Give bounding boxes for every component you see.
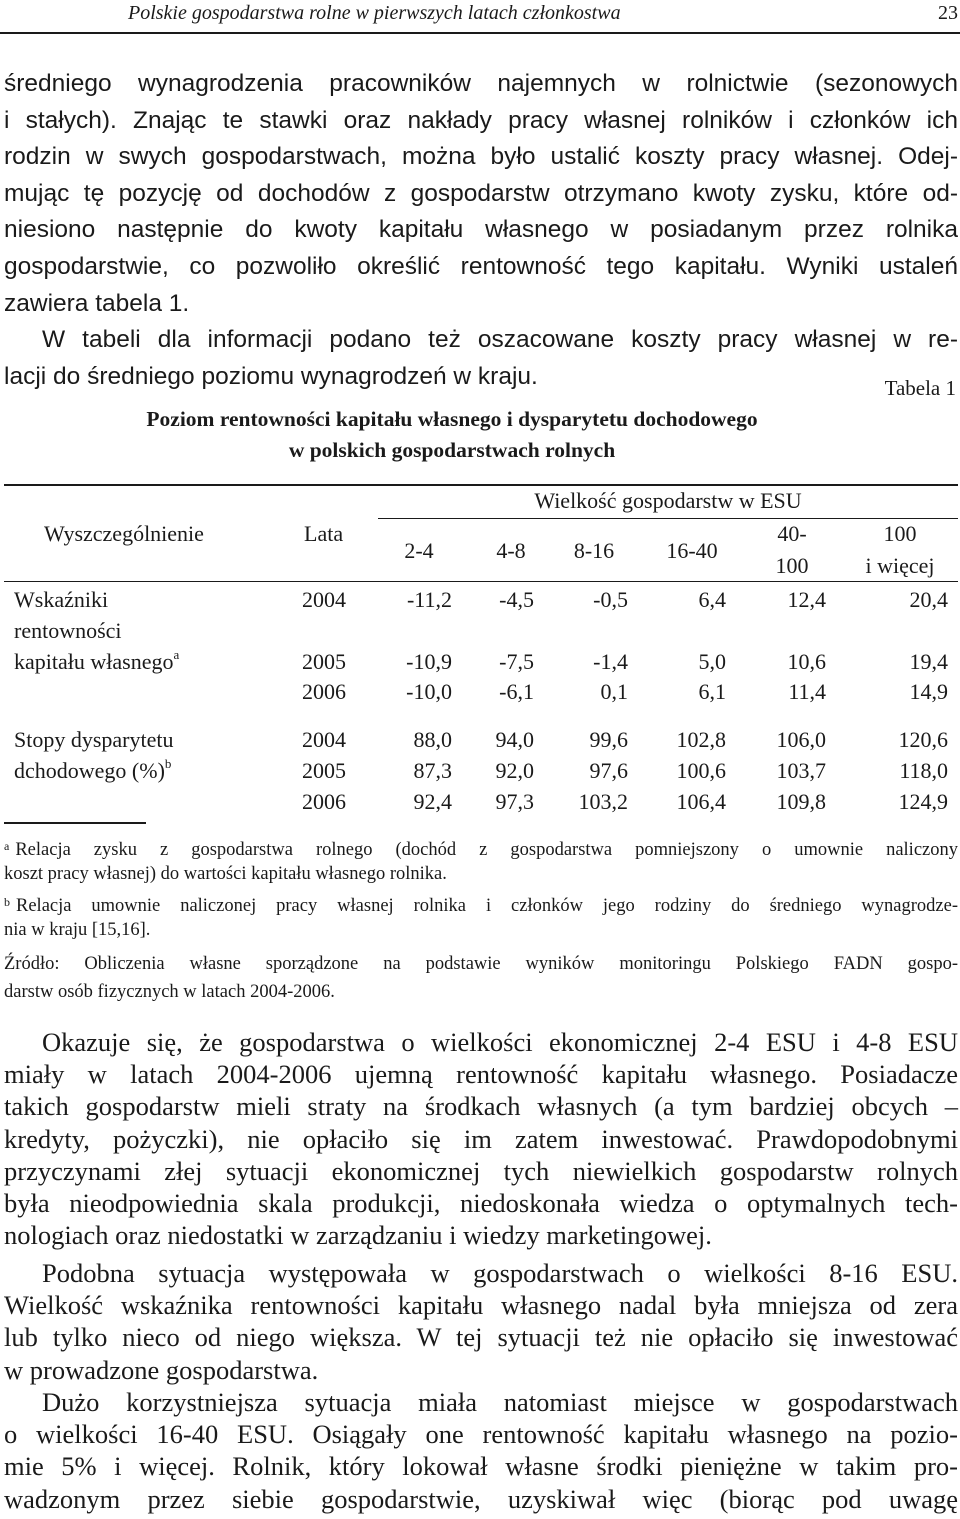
running-head bbox=[0, 0, 960, 34]
table-cell: -4,5 bbox=[499, 587, 534, 612]
footnote-a bbox=[4, 832, 958, 860]
table-cell: 118,0 bbox=[899, 758, 948, 783]
col-header-size: 8-16 bbox=[573, 538, 615, 563]
table-cell: 92,4 bbox=[413, 789, 452, 814]
footnote-mark: a bbox=[4, 839, 10, 853]
table-cell: 12,4 bbox=[787, 587, 826, 612]
text-line: była nieodpowiednia skala produkcji, niedoskonała wiedza o optymalnych tech- bbox=[4, 1187, 958, 1218]
intro-paragraph bbox=[4, 66, 958, 395]
footnote-text: Relacja umownie naliczonej pracy własnej rolnika i członków jego rodziny do średniego wynagrodze- bbox=[16, 896, 958, 916]
col-header-size: i więcej bbox=[865, 553, 935, 578]
col-header-size: 16-40 bbox=[666, 538, 718, 563]
text-line: kredyty, pożyczki), nie opłaciło się im zatem inwestować. Prawdopodobnymi bbox=[4, 1123, 958, 1154]
table-row-year: 2005 bbox=[302, 758, 346, 783]
text-line: miały w latach 2004-2006 ujemną rentowność kapitału własnego. Posiadacze bbox=[4, 1059, 958, 1090]
table-cell: 10,6 bbox=[787, 649, 826, 674]
table-cell: 88,0 bbox=[413, 727, 452, 752]
table-row-year: 2004 bbox=[302, 727, 346, 752]
text-line: niesiono następnie do kwoty kapitału własnego w posiadanym przez rolnika bbox=[4, 216, 958, 244]
text-line: takich gospodarstw mieli straty na środkach własnych (a tym bardziej obcych – bbox=[4, 1091, 958, 1122]
table-row-year: 2004 bbox=[302, 587, 346, 612]
body-paragraph bbox=[4, 1026, 958, 1251]
text-line: w prowadzone gospodarstwa. bbox=[4, 1354, 319, 1385]
text-line: mie 5% i więcej. Rolnik, który lokował własne środki pieniężne w takim pro- bbox=[4, 1451, 958, 1482]
row-group-label: rentowności bbox=[14, 618, 122, 643]
table-cell: 103,7 bbox=[776, 758, 826, 783]
table-cell: -10,9 bbox=[406, 649, 452, 674]
col-header-spec: Wyszczególnienie bbox=[44, 521, 204, 546]
running-title: Polskie gospodarstwa rolne w pierwszych latach członkostwa bbox=[128, 2, 621, 24]
footnote-a-cont: koszt pracy własnej) do wartości kapitału własnego rolnika. bbox=[4, 864, 447, 884]
col-header-size: 4-8 bbox=[496, 538, 526, 563]
text-line: gospodarstwie, co pozwoliło określić rentowność tego kapitału. Wyniki ustaleń bbox=[4, 252, 958, 280]
table-group-rule bbox=[378, 518, 958, 519]
text-line: wadzonym przez siebie gospodarstwie, uzyskiwał więc (biorąc pod uwagę bbox=[4, 1483, 958, 1514]
table-cell: -6,1 bbox=[499, 679, 534, 704]
col-header-size: 100 bbox=[775, 553, 809, 578]
footnote-rule bbox=[4, 822, 146, 824]
table-label: Tabela 1 bbox=[884, 376, 956, 400]
table-cell: 6,4 bbox=[698, 587, 726, 612]
table-cell: 99,6 bbox=[589, 727, 628, 752]
footnote-b-cont: nia w kraju [15,16]. bbox=[4, 920, 151, 940]
text-line: lub tylko nieco od niego większa. W tej sytuacji też nie opłaciło się inwestować bbox=[4, 1322, 958, 1353]
text-line: rodzin w swych gospodarstwach, można było ustalić koszty pracy własnej. Odej- bbox=[4, 143, 958, 171]
text-line: Dużo korzystniejsza sytuacja miała natomiast miejsce w gospodarstwach bbox=[42, 1387, 958, 1417]
text-line: Podobna sytuacja występowała w gospodarstwach o wielkości 8-16 ESU. bbox=[42, 1258, 958, 1288]
row-group-label: Stopy dysparytetu bbox=[14, 727, 174, 752]
table-cell: -11,2 bbox=[406, 587, 452, 612]
table-footnotes bbox=[4, 832, 958, 944]
table-cell: 109,8 bbox=[776, 789, 826, 814]
table-cell: 20,4 bbox=[909, 587, 948, 612]
table-cell: -10,0 bbox=[406, 679, 452, 704]
table-cell: 103,2 bbox=[578, 789, 628, 814]
table-cell: 92,0 bbox=[495, 758, 534, 783]
text-line: zawiera tabela 1. bbox=[4, 289, 190, 317]
table-cell: 11,4 bbox=[788, 679, 826, 704]
table-cell: 94,0 bbox=[495, 727, 534, 752]
table-cell: 106,4 bbox=[676, 789, 726, 814]
text-line: lacji do średniego poziomu wynagrodzeń w kraju. bbox=[4, 362, 538, 390]
source-line: darstw osób fizycznych w latach 2004-2006. bbox=[4, 982, 335, 1002]
table-cell: 97,3 bbox=[495, 789, 534, 814]
body-paragraph bbox=[4, 1386, 958, 1515]
body-paragraph bbox=[4, 1257, 958, 1386]
text-line: przyczynami złej sytuacji ekonomicznej tych niewielkich gospodarstw rolnych bbox=[4, 1155, 958, 1186]
table-title bbox=[0, 404, 960, 466]
table-row-year: 2005 bbox=[302, 649, 346, 674]
footnote-b bbox=[4, 888, 958, 916]
footnote-mark: b bbox=[164, 756, 172, 771]
row-group-label bbox=[14, 757, 171, 785]
table-cell: 6,1 bbox=[698, 679, 726, 704]
table-cell: -1,4 bbox=[593, 649, 628, 674]
table-title-line: Poziom rentowności kapitału własnego i dysparytetu dochodowego bbox=[146, 407, 758, 431]
table-cell: 19,4 bbox=[909, 649, 948, 674]
col-header-size: 2-4 bbox=[404, 538, 434, 563]
table-header-rule bbox=[4, 581, 958, 582]
table-cell: 100,6 bbox=[676, 758, 726, 783]
table-cell: -7,5 bbox=[499, 649, 534, 674]
table-cell: 102,8 bbox=[676, 727, 726, 752]
text-line: i stałych). Znając te stawki oraz nakłady pracy własnej rolników i członków ich bbox=[4, 106, 958, 134]
table-source bbox=[4, 950, 958, 1006]
text-line: średniego wynagrodzenia pracowników najemnych w rolnictwie (sezonowych bbox=[4, 70, 958, 97]
row-group-label-text: kapitału własnego bbox=[14, 649, 174, 674]
table-cell: 106,0 bbox=[776, 727, 826, 752]
footnote-mark: a bbox=[173, 647, 180, 662]
col-header-year: Lata bbox=[304, 521, 344, 546]
table-cell: 87,3 bbox=[413, 758, 452, 783]
row-group-label bbox=[14, 648, 179, 676]
text-line: mując tę pozycję od dochodów z gospodarstw otrzymano kwoty zysku, które od- bbox=[4, 179, 958, 207]
col-header-size: 40- bbox=[777, 521, 807, 546]
col-header-size: 100 bbox=[883, 521, 917, 546]
text-line: W tabeli dla informacji podano też oszacowane koszty pracy własnej w re- bbox=[42, 326, 958, 354]
table-row-year: 2006 bbox=[302, 679, 346, 704]
source-line: Źródło: Obliczenia własne sporządzone na podstawie wyników monitoringu Polskiego FADN gospo- bbox=[4, 954, 958, 974]
table-cell: 124,9 bbox=[898, 789, 948, 814]
row-group-label: Wskaźniki bbox=[14, 587, 109, 612]
text-line: Wielkość wskaźnika rentowności kapitału własnego nadal była mniejsza od zera bbox=[4, 1290, 958, 1321]
table-row-year: 2006 bbox=[302, 789, 346, 814]
table-cell: 97,6 bbox=[589, 758, 628, 783]
header-rule bbox=[0, 32, 960, 34]
table-top-rule bbox=[4, 484, 958, 486]
col-header-group: Wielkość gospodarstw w ESU bbox=[534, 488, 802, 513]
row-group-label-text: dchodowego (%) bbox=[14, 758, 165, 783]
table-title-line: w polskich gospodarstwach rolnych bbox=[288, 438, 616, 462]
footnote-text: Relacja zysku z gospodarstwa rolnego (dochód z gospodarstwa pomniejszony o umownie naliczony bbox=[15, 840, 958, 860]
table-cell: 0,1 bbox=[600, 679, 628, 704]
table-cell: -0,5 bbox=[593, 587, 628, 612]
footnote-mark: b bbox=[4, 895, 10, 909]
text-line: nologiach oraz niedostatki w zarządzaniu i wiedzy marketingowej. bbox=[4, 1220, 712, 1251]
table-cell: 120,6 bbox=[898, 727, 948, 752]
table-cell: 14,9 bbox=[909, 679, 948, 704]
text-line: Okazuje się, że gospodarstwa o wielkości ekonomicznej 2-4 ESU i 4-8 ESU bbox=[42, 1027, 958, 1057]
table-cell: 5,0 bbox=[698, 649, 726, 674]
text-line: o wielkości 16-40 ESU. Osiągały one rentowność kapitału własnego na pozio- bbox=[4, 1419, 958, 1450]
page-number: 23 bbox=[938, 2, 958, 24]
